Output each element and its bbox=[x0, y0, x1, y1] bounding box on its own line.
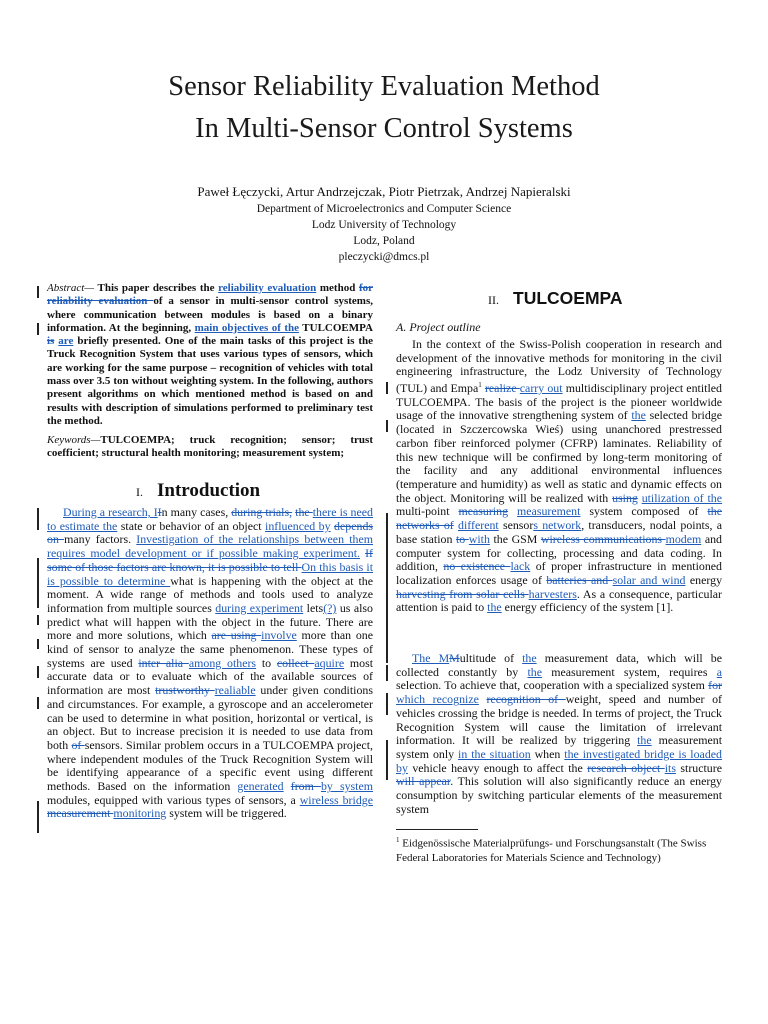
subsection-heading: A. Project outline bbox=[396, 320, 481, 334]
section-number: II. bbox=[488, 293, 499, 307]
change-bar bbox=[37, 639, 39, 649]
change-bar bbox=[386, 740, 388, 780]
change-bar bbox=[386, 665, 388, 681]
affiliation-department: Department of Microelectronics and Computer Science bbox=[256, 203, 512, 215]
paper-title bbox=[40, 66, 728, 150]
change-bar bbox=[37, 697, 39, 709]
abstract-lead: Abstract— bbox=[47, 282, 95, 294]
title-line-2: In Multi-Sensor Control Systems bbox=[195, 113, 573, 144]
section-title: TULCOEMPA bbox=[513, 288, 623, 308]
keywords bbox=[47, 434, 373, 461]
keywords-text: TULCOEMPA; truck recognition; sensor; trust coefficient; structural health monitoring; measurement system; bbox=[47, 434, 373, 460]
footnote bbox=[396, 833, 722, 866]
project-outline-paragraph-1: In the context of the Swiss-Polish cooperation in research and development of the innovative methods for monitoring in the civil engineering infrastructure, the Lodz University of Technology (TUL) and Empa$^1$ realize carry out multidisciplinary project entitled TULCOEMPA. The basis of the project is the pioneer worldwide usage of the innovative strengthening system of the selected bridge (located in Szczercowska Wieś) using unanchored prestressed carbon fiber reinforced polymer (CFRP) laminates. Reliability of this new technique will be confirmed by long-term monitoring of the facility and any additional environmental influences (temperature and humidity) as well as static and dynamic effects on the object. Monitoring will be realized with using utilization of the multi-point measuring measurement system composed of the networks of different sensors network, transducers, nodal points, a base station to with the GSM wireless communications modem and computer system for collecting, processing and data coding. In addition, no existence lack of proper infrastructure in mentioned localization enforces usage of batteries and solar and wind energy harvesting from solar cells harvesters. As a consequence, particular attention is paid to the energy efficiency of the system [1]. bbox=[396, 337, 723, 615]
footnote-rule bbox=[396, 829, 478, 830]
change-bar bbox=[37, 508, 39, 530]
footnote-mark: 1 bbox=[396, 836, 400, 844]
affiliation-block bbox=[40, 201, 728, 265]
change-bar bbox=[37, 558, 39, 608]
change-bar bbox=[37, 286, 39, 298]
keywords-lead: Keywords— bbox=[47, 434, 101, 446]
change-bar bbox=[37, 801, 39, 833]
author-list: Paweł Łęczycki, Artur Andrzejczak, Piotr Pietrzak, Andrzej Napieralski bbox=[197, 184, 571, 199]
change-bar bbox=[386, 420, 388, 432]
affiliation-email: pleczycki@dmcs.pl bbox=[338, 251, 430, 263]
affiliation-location: Lodz, Poland bbox=[353, 235, 415, 247]
change-bar bbox=[386, 513, 388, 663]
section-heading-introduction bbox=[136, 480, 260, 502]
abstract: Abstract— This paper describes the reliability evaluation method for reliability evaluation of a sensor in multi-sensor control systems, where communication between modules is based on a binary information. At the beginning, main objectives of the TULCOEMPA is are briefly presented. One of the main tasks of this project is the Truck Recognition System that uses various types of sensors, which are working for the same purpose – recognition of vehicles with total mass over 3.5 ton without weighting system. In the following, authors present algorithms on which mentioned method is based on and results with description of simulations performed to preliminary test the method. bbox=[47, 282, 373, 427]
change-bar bbox=[386, 382, 388, 394]
change-bar bbox=[386, 693, 388, 715]
footnote-text: Eidgenössische Materialprüfungs- und Forschungsanstalt (The Swiss Federal Laboratories for Materials Science and Technology) bbox=[396, 837, 707, 865]
affiliation-university: Lodz University of Technology bbox=[311, 219, 457, 231]
introduction-body: During a research, IIn many cases, during trials, the there is need to estimate the state or behavior of an object influenced by depends on many factors. Investigation of the relationships between them requires model development or if possible making experiment. If some of those factors are known, it is possible to tell On this basis it is possible to determine what is happening with the object at the moment. A wide range of methods and tools used to analyze information from multiple sources during experiment lets(?) us also predict what will happen with the object in the future. There are more and more solutions, which are using involve more than one kind of sensor to analyze the same phenomenon. These types of systems are used inter alia among others to collect aquire most accurate data or to evaluate which of the available sources of information are most trustworthy realiable under given conditions and circumstances. For example, a gyroscope and an accelerometer can be used to determine in what position, horizontal or vertical, is an object. But to increase precision it is needed to use data from both of sensors. Similar problem occurs in a TULCOEMPA project, where independent modules of the Truck Recognition System will be identifying appearance of a specific event using different methods. Based on the information generated from by system modules, equipped with various types of sensors, a wireless bridge measurement monitoring system will be triggered. bbox=[47, 505, 374, 821]
title-line-1: Sensor Reliability Evaluation Method bbox=[168, 71, 600, 102]
change-bar bbox=[37, 615, 39, 625]
project-outline-paragraph-2: The MMultitude of the measurement data, which will be collected constantly by the measurement system, requires a selection. To achieve that, cooperation with a specialized system for which recognize recognition of weight, speed and number of vehicles crossing the bridge is needed. In terms of project, the Truck Recognition System will cause the limitation of irrelevant information. It will be realized by triggering the measurement system only in the situation when the investigated bridge is loaded by vehicle heavy enough to affect the research object its structure will appear. This solution will also significantly reduce an energy consumption by switching particular elements of the measurement system bbox=[396, 651, 723, 816]
change-bar bbox=[37, 666, 39, 678]
section-title: Introduction bbox=[157, 480, 261, 501]
section-heading-tulcoempa bbox=[488, 288, 623, 309]
change-bar bbox=[37, 323, 39, 335]
section-number: I. bbox=[136, 485, 143, 499]
